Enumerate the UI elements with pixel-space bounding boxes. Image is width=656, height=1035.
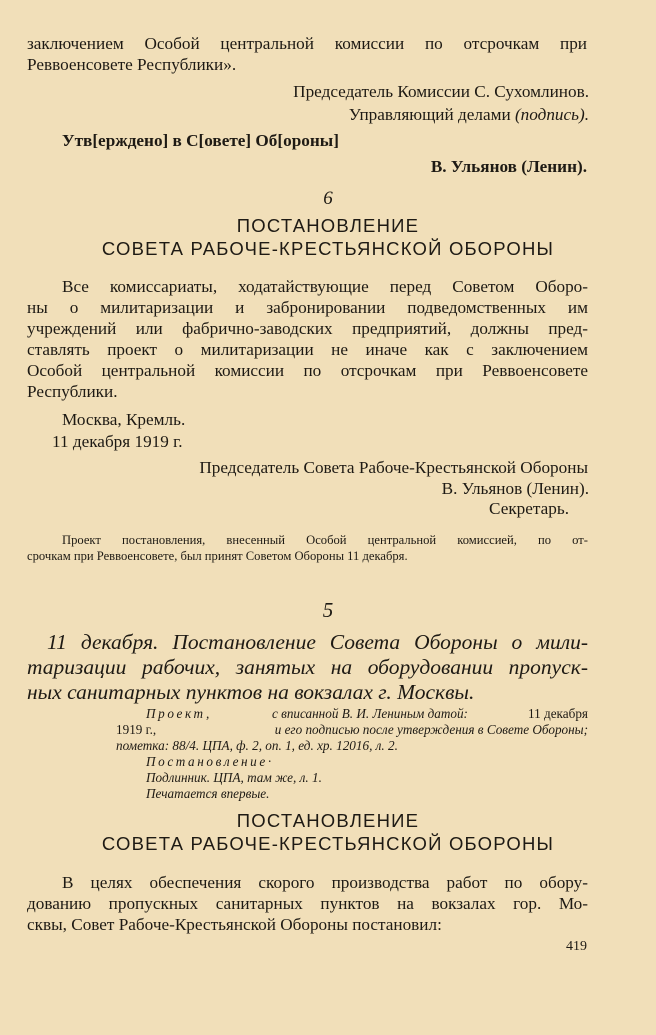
page-number: 419 [566, 939, 587, 954]
source-line [116, 722, 588, 739]
document-number: 6 [323, 188, 333, 209]
editorial-note: срочкам при Реввоенсовете, был принят Советом Обороны 11 декабря. [27, 549, 408, 563]
paragraph-line: сквы, Совет Рабоче-Крестьянской Обороны постановил: [27, 915, 442, 934]
source-text: и его подписью после утверждения в Совете Обороны; [274, 722, 588, 737]
source-line [146, 706, 588, 723]
manager-sign: (подпись). [514, 105, 589, 124]
source-text: с вписанной В. И. Лениным датой: [271, 706, 468, 721]
paragraph-line: дованию пропускных санитарных пунктов на вокзалах гор. Мо- [27, 894, 588, 913]
paragraph-line: заключением Особой центральной комиссии по отсрочкам при [27, 34, 587, 53]
date: 11 декабря 1919 г. [52, 432, 183, 451]
paragraph-line: Реввоенсовете Республики». [27, 55, 237, 74]
paragraph-line: ставлять проект о милитаризации не иначе как с заключением [27, 340, 588, 359]
resolution-subtitle: СОВЕТА РАБОЧЕ-КРЕСТЬЯНСКОЙ ОБОРОНЫ [101, 833, 555, 854]
paragraph-line: Все комиссариаты, ходатайствующие перед Советом Оборо- [62, 277, 588, 296]
place: Москва, Кремль. [62, 410, 186, 429]
paragraph-line: учреждений или фабрично-заводских предприятий, должны пред- [27, 319, 588, 338]
paragraph-line: Республики. [27, 382, 118, 401]
secretary-signature: Секретарь. [489, 499, 569, 518]
headline-line: 11 декабря. Постановление Совета Обороны о мили- [47, 630, 588, 654]
manager-signature [349, 104, 589, 125]
paragraph-line: В целях обеспечения скорого производства работ по обору- [62, 873, 588, 892]
approval-signer: В. Ульянов (Ленин). [430, 157, 587, 176]
resolution-subtitle: СОВЕТА РАБОЧЕ-КРЕСТЬЯНСКОЙ ОБОРОНЫ [101, 238, 555, 259]
paragraph-line: ны о милитаризации и забронировании подведомственных им [27, 298, 588, 317]
source-line: Постановление· [146, 754, 274, 769]
source-line: Подлинник. ЦПА, там же, л. 1. [146, 770, 322, 785]
document-number: 5 [322, 598, 334, 622]
paragraph-line: Особой центральной комиссии по отсрочкам при Реввоенсовете [27, 361, 588, 380]
manager-label: Управляющий делами [348, 105, 511, 124]
source-line: пометка: 88/4. ЦПА, ф. 2, оп. 1, ед. хр. 12016, л. 2. [116, 738, 398, 753]
resolution-title: ПОСТАНОВЛЕНИЕ [236, 810, 420, 831]
editorial-note: Проект постановления, внесенный Особой центральной комиссией, по от- [62, 533, 588, 547]
source-label: Проект, [146, 706, 212, 721]
approval-note: Утв[ерждено] в С[овете] Об[ороны] [62, 131, 339, 150]
council-chairman-name: В. Ульянов (Ленин). [441, 479, 589, 498]
source-line: Печатается впервые. [146, 786, 270, 801]
commission-chairman-signature: Председатель Комиссии С. Сухомлинов. [293, 82, 589, 101]
resolution-title: ПОСТАНОВЛЕНИЕ [236, 215, 420, 236]
headline-line: ных санитарных пунктов на вокзалах г. Москвы. [27, 680, 475, 704]
source-date: 11 декабря [528, 706, 588, 721]
source-year: 1919 г., [116, 722, 157, 737]
council-chairman-title: Председатель Совета Рабоче-Крестьянской Обороны [199, 458, 588, 477]
headline-line: таризации рабочих, занятых на оборудовании пропуск- [27, 655, 588, 679]
